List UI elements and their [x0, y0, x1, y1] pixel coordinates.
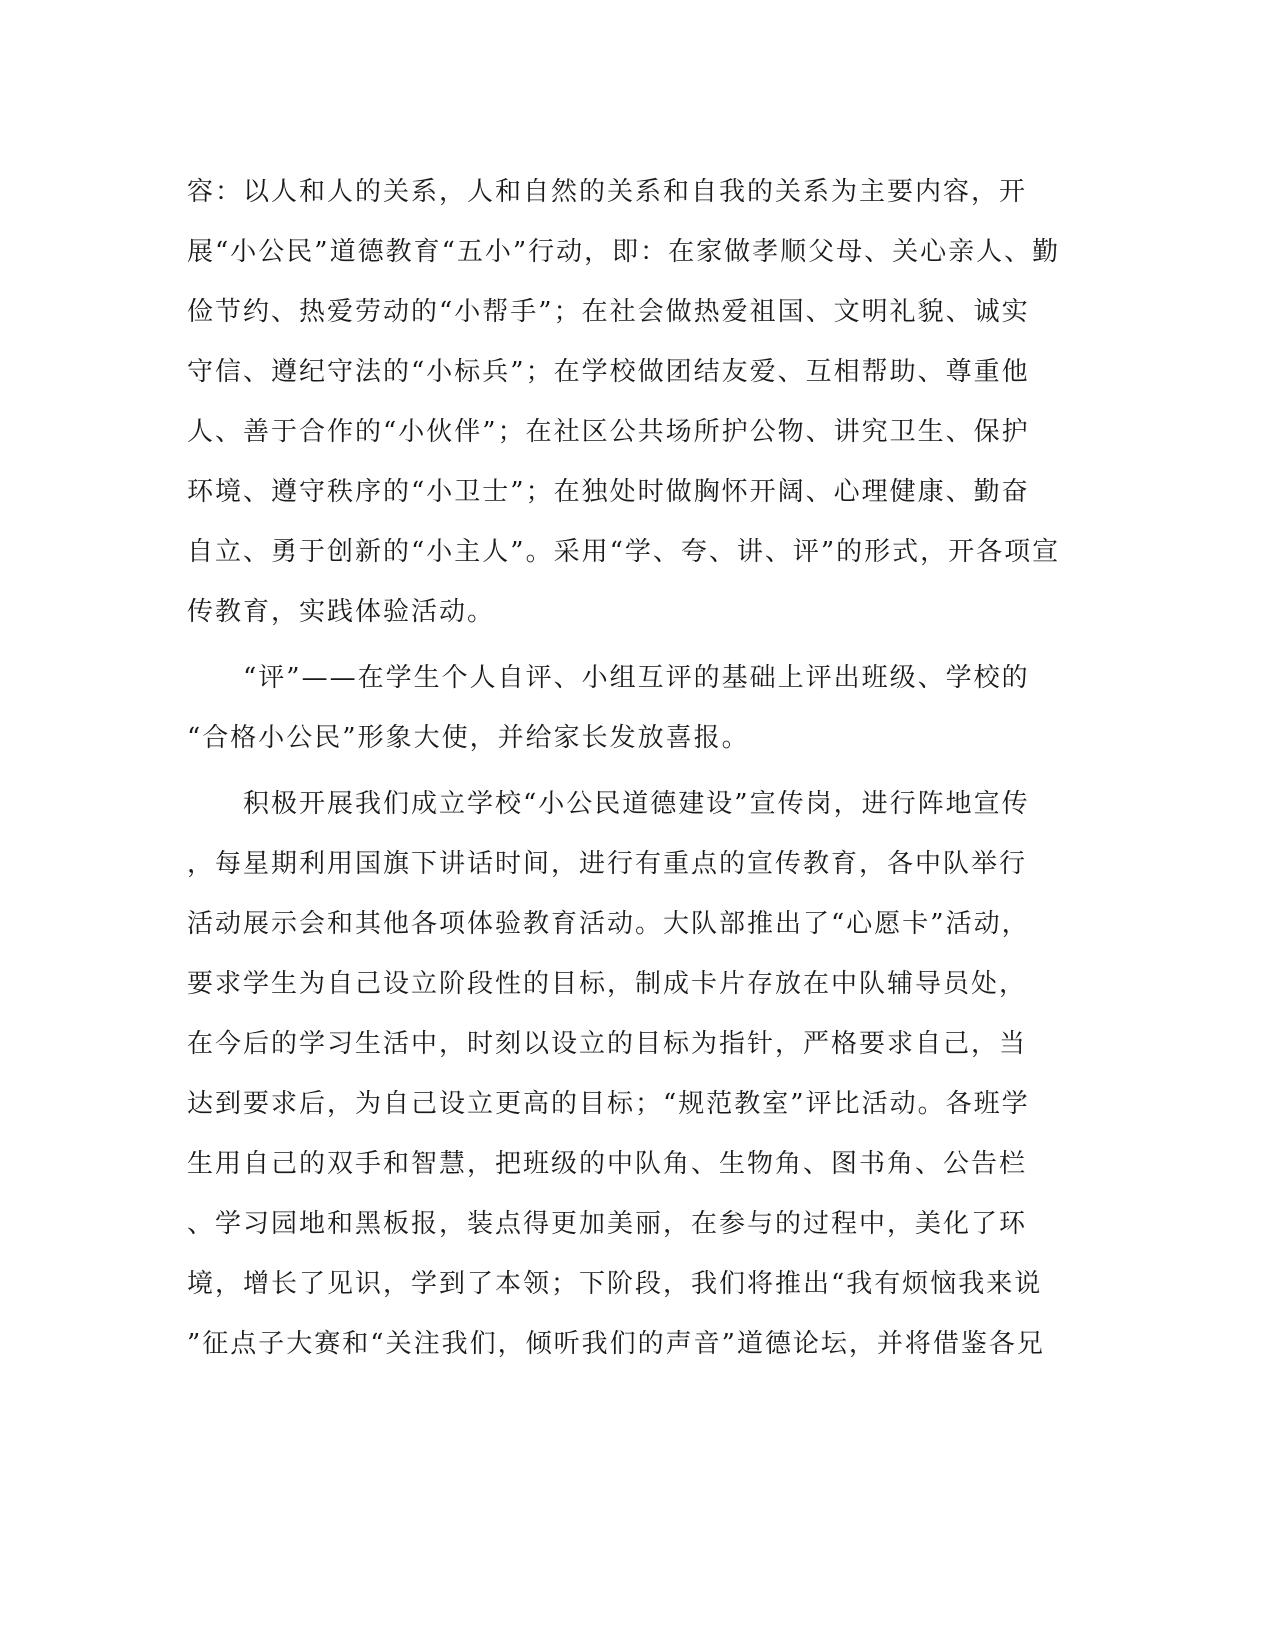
text-line: ，每星期利用国旗下讲话时间，进行有重点的宣传教育，各中队举行 — [187, 849, 1028, 879]
text-line: 展“小公民”道德教育“五小”行动，即：在家做孝顺父母、关心亲人、勤 — [187, 237, 1061, 267]
text-line: 俭节约、热爱劳动的“小帮手”；在社会做热爱祖国、文明礼貌、诚实 — [187, 297, 1030, 327]
text-line: 境，增长了见识，学到了本领；下阶段，我们将推出“我有烦恼我来说 — [187, 1269, 1043, 1299]
text-line: 传教育，实践体验活动。 — [187, 597, 496, 627]
text-line: 环境、遵守秩序的“小卫士”；在独处时做胸怀开阔、心理健康、勤奋 — [187, 477, 1030, 507]
document-body — [187, 162, 1067, 1374]
text-line: 要求学生为自己设立阶段性的目标，制成卡片存放在中队辅导员处， — [187, 969, 1028, 999]
text-line: 人、善于合作的“小伙伴”；在社区公共场所护公物、讲究卫生、保护 — [187, 417, 1030, 447]
text-line: 活动展示会和其他各项体验教育活动。大队部推出了“心愿卡”活动， — [187, 909, 1030, 939]
text-line: 生用自己的双手和智慧，把班级的中队角、生物角、图书角、公告栏 — [187, 1149, 1028, 1179]
text-line: 守信、遵纪守法的“小标兵”；在学校做团结友爱、互相帮助、尊重他 — [187, 357, 1030, 387]
text-line: 自立、勇于创新的“小主人”。采用“学、夸、讲、评”的形式，开各项宣 — [187, 537, 1061, 567]
text-line: 、学习园地和黑板报，装点得更加美丽，在参与的过程中，美化了环 — [187, 1209, 1028, 1239]
text-line: 达到要求后，为自己设立更高的目标；“规范教室”评比活动。各班学 — [187, 1089, 1030, 1119]
text-line: 容：以人和人的关系，人和自然的关系和自我的关系为主要内容，开 — [187, 177, 1028, 207]
text-line: 在今后的学习生活中，时刻以设立的目标为指针，严格要求自己，当 — [187, 1029, 1028, 1059]
text-line: ”征点子大赛和“关注我们，倾听我们的声音”道德论坛，并将借鉴各兄 — [187, 1329, 1045, 1359]
text-line: 积极开展我们成立学校“小公民道德建设”宣传岗，进行阵地宣传 — [187, 789, 1030, 819]
text-line: “合格小公民”形象大使，并给家长发放喜报。 — [187, 723, 750, 753]
text-line: “评”——在学生个人自评、小组互评的基础上评出班级、学校的 — [187, 663, 1030, 693]
